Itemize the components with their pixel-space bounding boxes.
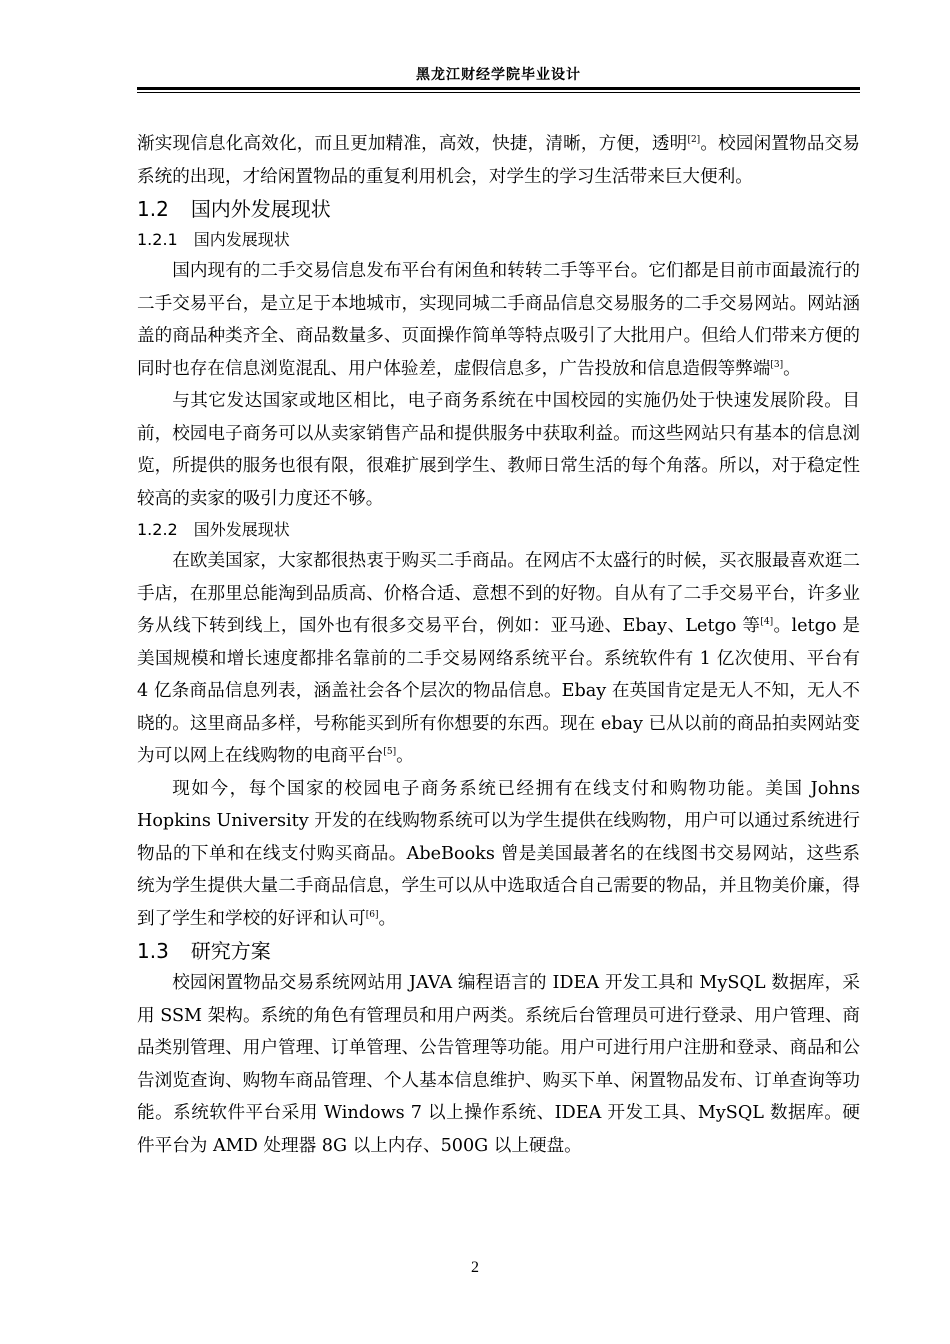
section-heading-1-3: 1.3 研究方案 <box>137 939 271 963</box>
paragraph-continuation: 渐实现信息化高效化，而且更加精准，高效，快捷，清晰，方便，透明[2]。校园闲置物品交易系统的出现，才给闲置物品的重复利用机会，对学生的学习生活带来巨大便利。 <box>137 134 860 187</box>
citation: [6] <box>365 909 379 920</box>
paragraph-research-plan: 校园闲置物品交易系统网站用 JAVA 编程语言的 IDEA 开发工具和 MySQL 数据库，采用 SSM 架构。系统的角色有管理员和用户两类。系统后台管理员可进行登录、用户管理、商品类别管理、用户管理、订单管理、公告管理等功能。用户可进行用户注册和登录、商品和公告浏览查询、购物车商品管理、个人基本信息维护、购买下单、闲置物品发布、订单查询等功能。系统软件平台采用 Windows 7 以上操作系统、IDEA 开发工具、MySQL 数据库。硬件平台为 AMD 处理器 8G 以上内存、500G 以上硬盘。 <box>137 973 860 1156</box>
page-number: 2 <box>471 1259 479 1276</box>
page-header-title: 黑龙江财经学院毕业设计 <box>416 67 581 83</box>
paragraph-domestic-2: 与其它发达国家或地区相比，电子商务系统在中国校园的实施仍处于快速发展阶段。目前，校园电子商务可以从卖家销售产品和提供服务中获取利益。而这些网站只有基本的信息浏览，所提供的服务也很有限，很难扩展到学生、教师日常生活的每个角落。所以，对于稳定性较高的卖家的吸引力度还不够。 <box>137 391 860 509</box>
subsection-heading-1-2-1: 1.2.1 国内发展现状 <box>137 230 290 249</box>
citation: [4] <box>760 617 774 628</box>
paragraph-domestic-1: 国内现有的二手交易信息发布平台有闲鱼和转转二手等平台。它们都是目前市面最流行的二手交易平台，是立足于本地城市，实现同城二手商品信息交易服务的二手交易网站。网站涵盖的商品种类齐全、商品数量多、页面操作简单等特点吸引了大批用户。但给人们带来方便的同时也存在信息浏览混乱、用户体验差，虚假信息多，广告投放和信息造假等弊端[3]。 <box>137 261 860 379</box>
paragraph-foreign-1: 在欧美国家，大家都很热衷于购买二手商品。在网店不太盛行的时候，买衣服最喜欢逛二手店，在那里总能淘到品质高、价格合适、意想不到的好物。自从有了二手交易平台，许多业务从线下转到线上，国外也有很多交易平台，例如：亚马逊、Ebay、Letgo 等[4]。letgo 是美国规模和增长速度都排名靠前的二手交易网络系统平台。系统软件有 1 亿次使用、平台有 4 亿条商品信息列表，涵盖社会各个层次的物品信息。Ebay 在英国肯定是无人不知，无人不晓的。这里商品多样，号称能买到所有你想要的东西。现在 ebay 已从以前的商品拍卖网站变为可以网上在线购物的电商平台[5]。 <box>137 551 860 766</box>
paragraph-foreign-2: 现如今，每个国家的校园电子商务系统已经拥有在线支付和购物功能。美国 Johns Hopkins University 开发的在线购物系统可以为学生提供在线购物，用户可以通过系统进行物品的下单和在线支付购买商品。AbeBooks 曾是美国最著名的在线图书交易网站，这些系统为学生提供大量二手商品信息，学生可以从中选取适合自己需要的物品，并且物美价廉，得到了学生和学校的好评和认可[6]。 <box>137 778 860 929</box>
section-heading-1-2: 1.2 国内外发展现状 <box>137 197 331 221</box>
subsection-heading-1-2-2: 1.2.2 国外发展现状 <box>137 520 290 539</box>
citation: [2] <box>687 135 701 146</box>
citation: [5] <box>383 747 397 758</box>
document-body <box>137 128 860 1162</box>
header-rule-thin <box>137 92 860 93</box>
citation: [3] <box>770 359 784 370</box>
header-rule-thick <box>137 87 860 90</box>
